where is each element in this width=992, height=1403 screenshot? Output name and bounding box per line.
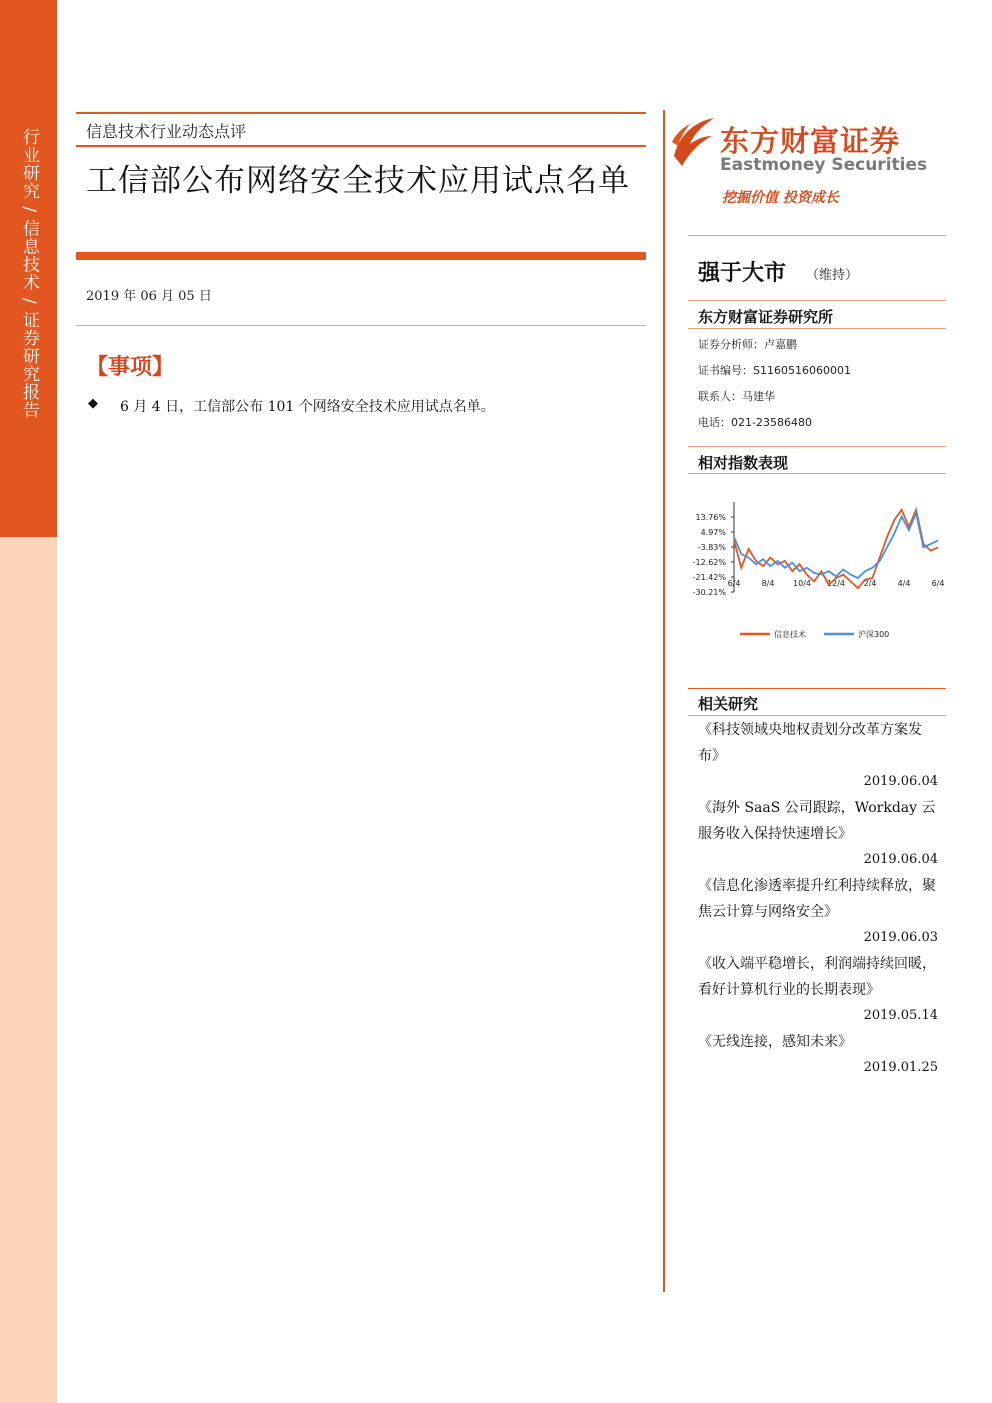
brand-name-en: Eastmoney Securities (720, 155, 928, 175)
x-tick-label: 12/4 (827, 579, 845, 588)
bullet-icon: ◆ (88, 396, 98, 411)
doc-type: 信息技术行业动态点评 (86, 122, 247, 141)
research-item-date: 2019.05.14 (863, 1008, 938, 1023)
analyst: 证券分析师：卢嘉鹏 (698, 338, 797, 351)
rating-bottom-rule (688, 300, 946, 301)
page-title: 工信部公布网络安全技术应用试点名单 (86, 163, 630, 199)
brand-logo-icon (668, 112, 716, 168)
header-top-rule (76, 112, 646, 114)
legend-label: 沪深300 (858, 630, 890, 639)
index-bottom-rule (688, 473, 946, 474)
research-top-rule (688, 688, 946, 689)
research-item-date: 2019.06.04 (863, 774, 938, 789)
date-rule (76, 325, 646, 326)
rating-label: 强于大市 (698, 261, 787, 286)
rating-top-rule (688, 235, 946, 236)
research-title: 相关研究 (698, 695, 759, 713)
header-mid-rule (76, 145, 646, 147)
x-tick-label: 10/4 (793, 579, 811, 588)
x-tick-label: 4/4 (897, 579, 911, 588)
x-tick-label: 6/4 (931, 579, 945, 588)
research-item-date: 2019.01.25 (863, 1060, 938, 1075)
index-title: 相对指数表现 (698, 454, 789, 472)
phone: 电话：021-23586480 (698, 416, 812, 429)
research-item[interactable]: 《收入端平稳增长，利润端持续回暖，看好计算机行业的长期表现》 (698, 956, 936, 998)
title-bar-rule (76, 252, 646, 260)
x-tick-label: 6/4 (727, 579, 741, 588)
research-item[interactable]: 《科技领域央地权责划分改革方案发布》 (698, 722, 922, 764)
section-title: 【事项】 (86, 354, 175, 380)
y-tick-label: -30.21% (692, 588, 726, 597)
research-item[interactable]: 《无线连接，感知未来》 (698, 1034, 852, 1050)
x-tick-label: 2/4 (863, 579, 877, 588)
sidebar-lower-band (0, 537, 57, 1403)
y-tick-label: -3.83% (697, 543, 726, 552)
brand-slogan: 挖掘价值 投资成长 (722, 190, 839, 206)
column-divider (663, 110, 665, 1292)
y-tick-label: -12.62% (692, 557, 726, 567)
index-top-rule (688, 446, 946, 447)
institute-name: 东方财富证券研究所 (698, 308, 834, 326)
event-text: 6 月 4 日，工信部公布 101 个网络安全技术应用试点名单。 (120, 399, 495, 415)
rating-sub: （维持） (806, 268, 859, 283)
research-bottom-rule (688, 715, 946, 716)
cert-number: 证书编号：S1160516060001 (698, 364, 851, 377)
brand-name-cn: 东方财富证券 (720, 124, 901, 158)
research-item-date: 2019.06.04 (863, 852, 938, 867)
report-date: 2019 年 06 月 05 日 (86, 289, 212, 304)
legend-label: 信息技术 (774, 630, 806, 639)
relative-index-chart (688, 490, 946, 650)
sidebar-label: 行业研究 / 信息技术 / 证券研究报告 (19, 128, 39, 420)
research-item-date: 2019.06.03 (863, 930, 938, 945)
y-tick-label: 13.76% (695, 512, 726, 522)
contact: 联系人：马建华 (698, 390, 775, 403)
institute-rule (688, 328, 946, 329)
research-item[interactable]: 《信息化渗透率提升红利持续释放，聚焦云计算与网络安全》 (698, 878, 936, 920)
research-item[interactable]: 《海外 SaaS 公司跟踪，Workday 云服务收入保持快速增长》 (698, 800, 936, 842)
y-tick-label: -21.42% (692, 573, 726, 583)
y-tick-label: 4.97% (700, 527, 726, 537)
x-tick-label: 8/4 (761, 579, 775, 588)
